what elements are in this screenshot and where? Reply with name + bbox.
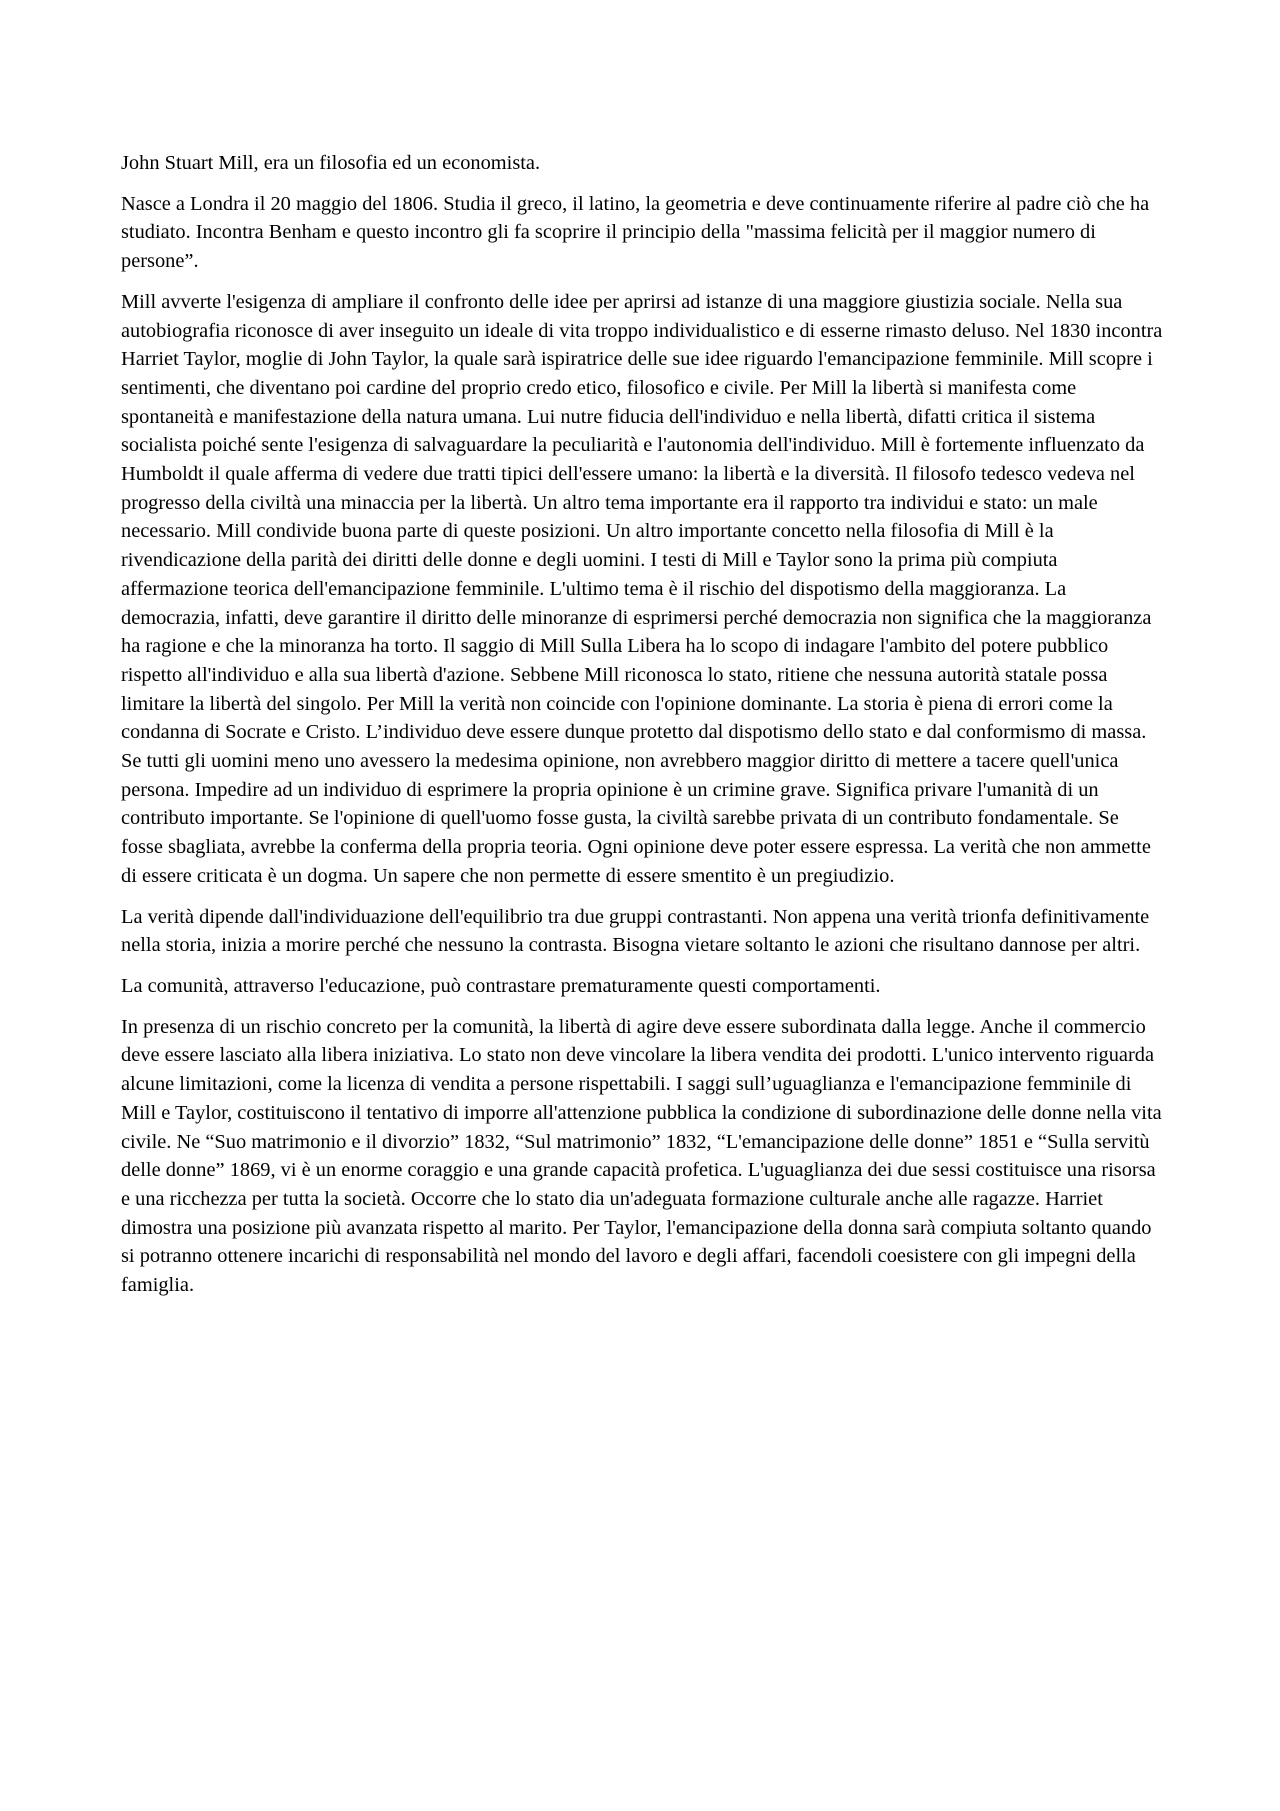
document-body bbox=[121, 149, 1163, 1312]
paragraph-community: La comunità, attraverso l'educazione, può contrastare prematuramente questi comportamenti. bbox=[121, 974, 881, 997]
paragraph-equality: In presenza di un rischio concreto per la comunità, la libertà di agire deve essere subordinata dalla legge. Anche il commercio deve essere lasciato alla libera iniziativa. Lo stato non deve vincolare la libera vendita dei prodotti. L'unico intervento riguarda alcune limitazioni, come la licenza di vendita a persone rispettabili. I saggi sull’uguaglianza e l'emancipazione femminile di Mill e Taylor, costituiscono il tentativo di imporre all'attenzione pubblica la condizione di subordinazione delle donne nella vita civile. Ne “Suo matrimonio e il divorzio” 1832, “Sul matrimonio” 1832, “L'emancipazione delle donne” 1851 e “Sulla servitù delle donne” 1869, vi è un enorme coraggio e una grande capacità profetica. L'uguaglianza dei due sessi costituisce una risorsa e una ricchezza per tutta la società. Occorre che lo stato dia un'adeguata formazione culturale anche alle ragazze. Harriet dimostra una posizione più avanzata rispetto al marito. Per Taylor, l'emancipazione della donna sarà compiuta soltanto quando si potranno ottenere incarichi di responsabilità nel mondo del lavoro e degli affari, facendoli coesistere con gli impegni della famiglia. bbox=[121, 1015, 1162, 1297]
paragraph-intro: John Stuart Mill, era un filosofia ed un economista. bbox=[121, 152, 541, 174]
paragraph-truth: La verità dipende dall'individuazione dell'equilibrio tra due gruppi contrastanti. Non appena una verità trionfa definitivamente nella storia, inizia a morire perché che nessuno la contrasta. Bisogna vietare soltanto le azioni che risultano dannose per altri. bbox=[121, 905, 1150, 957]
paragraph-philosophy: Mill avverte l'esigenza di ampliare il confronto delle idee per aprirsi ad istanze di una maggiore giustizia sociale. Nella sua autobiografia riconosce di aver inseguito un ideale di vita troppo individualistico e di esserne rimasto deluso. Nel 1830 incontra Harriet Taylor, moglie di John Taylor, la quale sarà ispiratrice delle sue idee riguardo l'emancipazione femminile. Mill scopre i sentimenti, che diventano poi cardine del proprio credo etico, filosofico e civile. Per Mill la libertà si manifesta come spontaneità e manifestazione della natura umana. Lui nutre fiducia dell'individuo e nella libertà, difatti critica il sistema socialista poiché sente l'esigenza di salvaguardare la peculiarità e l'autonomia dell'individuo. Mill è fortemente influenzato da Humboldt il quale afferma di vedere due tratti tipici dell'essere umano: la libertà e la diversità. Il filosofo tedesco vedeva nel progresso della civiltà una minaccia per la libertà. Un altro tema importante era il rapporto tra individui e stato: un male necessario. Mill condivide buona parte di queste posizioni. Un altro importante concetto nella filosofia di Mill è la rivendicazione della parità dei diritti delle donne e degli uomini. I testi di Mill e Taylor sono la prima più compiuta affermazione teorica dell'emancipazione femminile. L'ultimo tema è il rischio del dispotismo della maggioranza. La democrazia, infatti, deve garantire il diritto delle minoranze di esprimersi perché democrazia non significa che la maggioranza ha ragione e che la minoranza ha torto. Il saggio di Mill Sulla Libera ha lo scopo di indagare l'ambito del potere pubblico rispetto all'individuo e alla sua libertà d'azione. Sebbene Mill riconosca lo stato, ritiene che nessuna autorità statale possa limitare la libertà del singolo. Per Mill la verità non coincide con l'opinione dominante. La storia è piena di errori come la condanna di Socrate e Cristo. L’individuo deve essere dunque protetto dal dispotismo dello stato e dal conformismo di massa. Se tutti gli uomini meno uno avessero la medesima opinione, non avrebbero maggior diritto di mettere a tacere quell'unica persona. Impedire ad un individuo di esprimere la propria opinione è un crimine grave. Significa privare l'umanità di un contributo importante. Se l'opinione di quell'uomo fosse gusta, la civiltà sarebbe privata di un contributo fondamentale. Se fosse sbagliata, avrebbe la conferma della propria teoria. Ogni opinione deve poter essere espressa. La verità che non ammette di essere criticata è un dogma. Un sapere che non permette di essere smentito è un pregiudizio. bbox=[121, 290, 1163, 887]
paragraph-biography: Nasce a Londra il 20 maggio del 1806. Studia il greco, il latino, la geometria e deve continuamente riferire al padre ciò che ha studiato. Incontra Benham e questo incontro gli fa scoprire il principio della "massima felicità per il maggior numero di persone”. bbox=[121, 192, 1150, 273]
